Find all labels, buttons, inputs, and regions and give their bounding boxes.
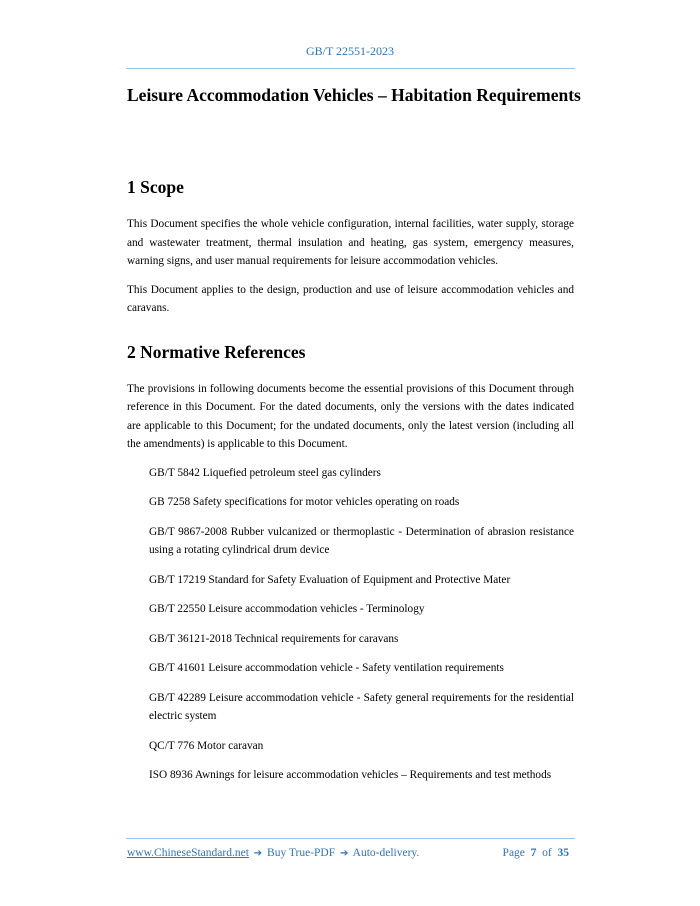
document-body: [127, 175, 574, 796]
normative-intro-paragraph: The provisions in following documents become the essential provisions of this Document through reference in this Document. For the dated documents, only the versions with the dates indicated are applicable to this Document; for the undated documents, only the latest version (including all the amendments) is applicable to this Document.: [127, 382, 574, 450]
section-heading-scope: 1 Scope: [127, 177, 184, 197]
reference-item: GB 7258 Safety specifications for motor vehicles operating on roads: [149, 496, 460, 508]
reference-item: GB/T 42289 Leisure accommodation vehicle - Safety general requirements for the residential electric system: [149, 691, 574, 722]
footer-links: [127, 847, 419, 859]
document-title: Leisure Accommodation Vehicles – Habitation Requirements: [127, 85, 581, 105]
standard-code: GB/T 22551-2023: [305, 44, 395, 58]
right-arrow-icon: ➔: [340, 848, 349, 859]
reference-item: GB/T 22550 Leisure accommodation vehicles - Terminology: [149, 603, 425, 615]
footer-divider: [126, 838, 575, 839]
reference-item: GB/T 5842 Liquefied petroleum steel gas cylinders: [149, 466, 381, 479]
reference-item: GB/T 36121-2018 Technical requirements for caravans: [149, 632, 399, 645]
reference-item: GB/T 41601 Leisure accommodation vehicle - Safety ventilation requirements: [149, 662, 504, 674]
chinesestandard-link[interactable]: www.ChineseStandard.net: [127, 847, 249, 859]
auto-delivery-text: Auto-delivery.: [352, 847, 420, 859]
reference-list: [127, 464, 574, 785]
reference-item: GB/T 17219 Standard for Safety Evaluation of Equipment and Protective Mater: [149, 573, 511, 586]
reference-item: ISO 8936 Awnings for leisure accommodation vehicles – Requirements and test methods: [149, 769, 552, 781]
reference-item: QC/T 776 Motor caravan: [149, 739, 264, 752]
section-heading-normative-references: 2 Normative References: [127, 341, 306, 362]
page-current: 7: [530, 847, 537, 859]
page-label: Page: [502, 847, 525, 859]
spacer: [127, 328, 574, 340]
buy-true-pdf-text: Buy True-PDF: [267, 847, 336, 859]
page-number: [503, 847, 569, 859]
page-of-label: of: [542, 847, 552, 859]
right-arrow-icon: ➔: [253, 848, 263, 859]
reference-item: GB/T 9867-2008 Rubber vulcanized or thermoplastic - Determination of abrasion resistance using a rotating cylindrical drum device: [149, 525, 574, 556]
header-divider: [126, 68, 575, 69]
page-total: 35: [557, 847, 569, 859]
scope-paragraph: This Document specifies the whole vehicle configuration, internal facilities, water supply, storage and wastewater treatment, thermal insulation and heating, gas system, emergency measures, warning signs, and user manual requirements for leisure accommodation vehicles.: [127, 218, 574, 267]
scope-paragraph: This Document applies to the design, production and use of leisure accommodation vehicles and caravans.: [127, 283, 574, 314]
